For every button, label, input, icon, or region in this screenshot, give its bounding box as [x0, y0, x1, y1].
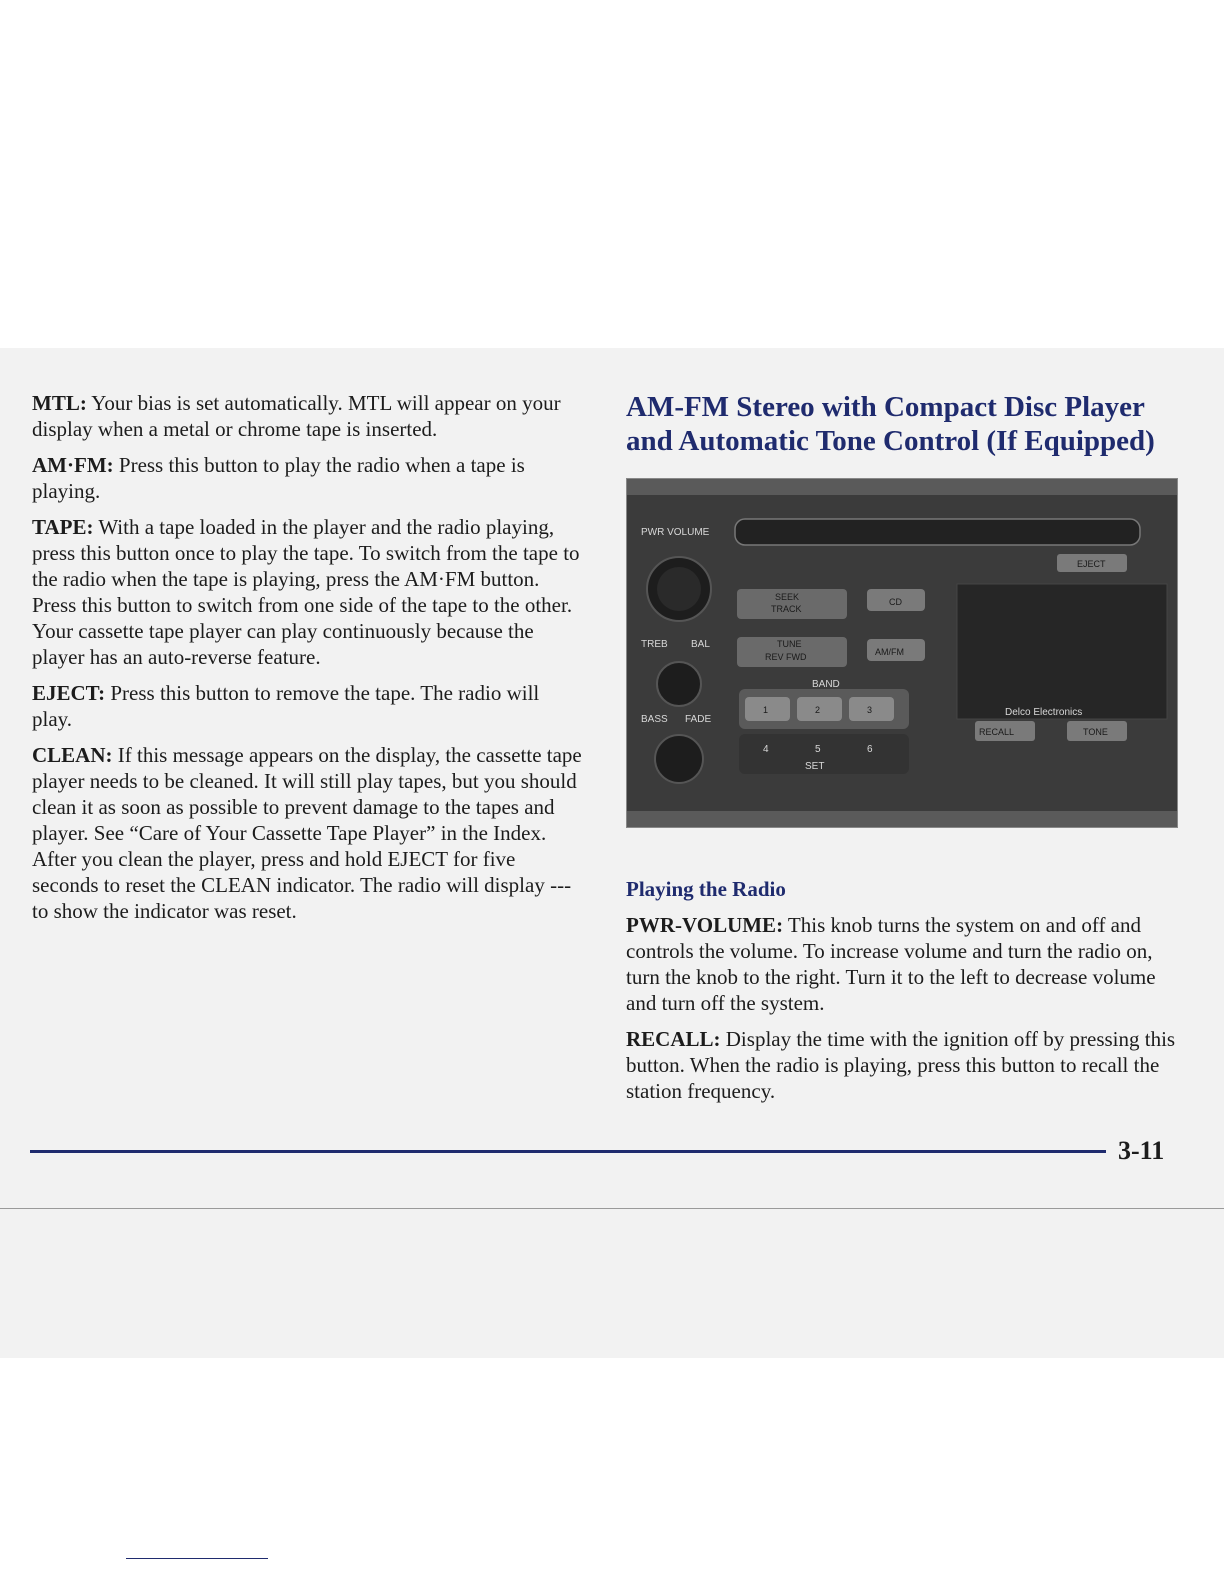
term-text: This knob turns the system on and off and controls the volume. To increase volume and turn the radio on, turn the knob to the right. Turn it to the left to decrease volume and turn off the system. [626, 913, 1156, 1015]
cd-label: CD [889, 597, 902, 607]
term-label: RECALL: [626, 1027, 721, 1051]
tone-label: TONE [1083, 727, 1108, 737]
divider [126, 1558, 268, 1559]
divider [0, 1208, 1224, 1209]
track-label: TRACK [771, 604, 802, 614]
tape-paragraph [32, 514, 584, 670]
left-column [32, 390, 584, 934]
term-text: If this message appears on the display, the cassette tape player needs to be cleaned. It will still play tapes, but you should clean it as soon as possible to prevent damage to the tapes and player. See “Care of Your Cassette Tape Player” in the Index. After you clean the player, press and hold EJECT for five seconds to reset the CLEAN indicator. The radio will display --- to show the indicator was reset. [32, 743, 582, 923]
radio-illustration [627, 479, 1177, 827]
term-text: With a tape loaded in the player and the radio playing, press this button once to play the tape. To switch from the tape to the radio when the tape is playing, press the AM·FM button. Press this button to switch from one side of the tape to the other. Your cassette tape player can play continuously because the player has an auto-reverse feature. [32, 515, 580, 669]
treb-label: TREB [641, 639, 668, 650]
pwr-volume-label: PWR VOLUME [641, 527, 710, 538]
brand-label: Delco Electronics [1005, 707, 1083, 718]
am-fm-label: AM/FM [875, 647, 904, 657]
tune-label: TUNE [777, 639, 802, 649]
preset-5-label: 5 [815, 744, 821, 755]
term-label: TAPE: [32, 515, 94, 539]
recall-label: RECALL [979, 727, 1015, 737]
band-label: BAND [812, 679, 840, 690]
rev-fwd-label: REV FWD [765, 652, 807, 662]
bal-label: BAL [691, 639, 710, 650]
preset-6-label: 6 [867, 744, 873, 755]
term-text: Press this button to play the radio when a tape is playing. [32, 453, 525, 503]
term-text: Display the time with the ignition off by pressing this button. When the radio is playing, press this button to recall the station frequency. [626, 1027, 1176, 1103]
term-text: Your bias is set automatically. MTL will appear on your display when a metal or chrome tape is inserted. [32, 391, 561, 441]
right-column [626, 390, 1176, 1114]
fade-label: FADE [685, 714, 712, 725]
mtl-paragraph [32, 390, 584, 442]
set-label: SET [805, 761, 825, 772]
seek-label: SEEK [775, 592, 800, 602]
preset-1-label: 1 [763, 705, 769, 715]
term-label: PWR-VOLUME: [626, 913, 784, 937]
term-label: EJECT: [32, 681, 106, 705]
bass-label: BASS [641, 714, 668, 725]
term-label: CLEAN: [32, 743, 113, 767]
recall-paragraph [626, 1026, 1176, 1104]
term-label: AM·FM: [32, 453, 114, 477]
eject-label: EJECT [1077, 559, 1106, 569]
pwr-volume-paragraph [626, 912, 1176, 1016]
radio-photo [626, 478, 1178, 828]
section-heading: AM-FM Stereo with Compact Disc Player and Automatic Tone Control (If Equipped) [626, 391, 1155, 457]
subheading: Playing the Radio [626, 877, 786, 901]
page-number: 3-11 [1118, 1136, 1165, 1165]
clean-paragraph [32, 742, 584, 924]
preset-4-label: 4 [763, 744, 769, 755]
eject-paragraph [32, 680, 584, 732]
preset-2-label: 2 [815, 705, 821, 715]
preset-3-label: 3 [867, 705, 873, 715]
footer-rule [30, 1150, 1106, 1153]
am-fm-paragraph [32, 452, 584, 504]
term-text: Press this button to remove the tape. The radio will play. [32, 681, 540, 731]
term-label: MTL: [32, 391, 87, 415]
